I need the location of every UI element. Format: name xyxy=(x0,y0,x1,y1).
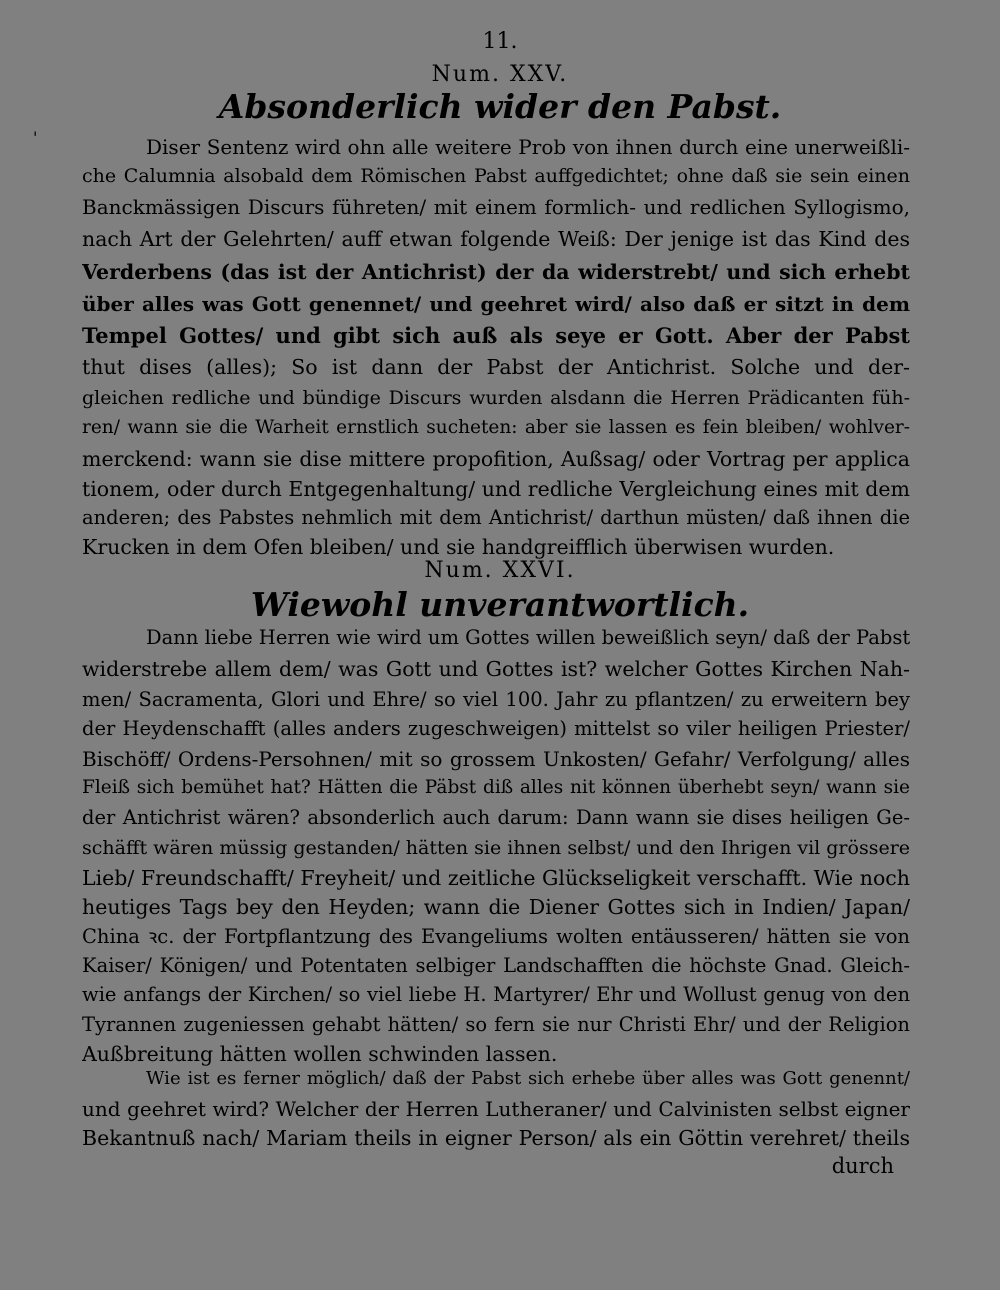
text-line: Bischöff/ Ordens-Persohnen/ mit so grossem Unkosten/ Gefahr/ Verfolgung/ alles xyxy=(82,747,910,771)
text-line: Lieb/ Freundschafft/ Freyheit/ und zeitliche Glückseligkeit verschafft. Wie noch xyxy=(82,866,910,890)
text-line: che Calumnia alsobald dem Römischen Pabst auffgedichtet; ohne daß sie sein einen xyxy=(82,165,910,187)
text-line: Bekantnuß nach/ Mariam theils in eigner Person/ als ein Göttin verehret/ theils xyxy=(82,1126,910,1150)
text-line: Außbreitung hätten wollen schwinden lassen. xyxy=(82,1042,558,1066)
section-heading-wiewohl: Wiewohl unverantwortlich. xyxy=(250,585,750,624)
text-line: Banckmässigen Discurs führeten/ mit einem formlich- und redlichen Syllogismo, xyxy=(82,195,910,219)
section-heading-absonderlich: Absonderlich wider den Pabst. xyxy=(218,87,782,126)
text-line: China ꝛc. der Fortpflantzung des Evangeliums wolten entäusseren/ hätten sie von xyxy=(82,925,910,948)
text-line: Tyrannen zugeniessen gehabt hätten/ so fern sie nur Christi Ehr/ und der Religion xyxy=(82,1013,910,1036)
section-number-xxv: Num. XXV. xyxy=(431,62,569,87)
text-line: schäfft wären müssig gestanden/ hätten sie ihnen selbst/ und den Ihrigen vil grössere xyxy=(82,837,910,859)
text-line: anderen; des Pabstes nehmlich mit dem Antichrist/ darthun müsten/ daß ihnen die xyxy=(82,506,910,529)
text-line: und geehret wird? Welcher der Herren Lutheraner/ und Calvinisten selbst eigner xyxy=(82,1097,910,1121)
text-line: heutiges Tags bey den Heyden; wann die Diener Gottes sich in Indien/ Japan/ xyxy=(82,895,910,919)
text-line: Kaiser/ Königen/ und Potentaten selbiger Landschafften die höchste Gnad. Gleich- xyxy=(82,954,910,977)
text-line: Fleiß sich bemühet hat? Hätten die Päbst diß alles nit können überhebt seyn/ wann sie xyxy=(82,777,910,798)
text-line: men/ Sacramenta, Glori und Ehre/ so viel 100. Jahr zu pflantzen/ zu erweitern bey xyxy=(82,688,910,711)
text-line: merckend: wann sie dise mittere propofition, Außsag/ oder Vortrag per applica xyxy=(82,447,910,471)
text-line: Diser Sentenz wird ohn alle weitere Prob von ihnen durch eine unerweißli- xyxy=(146,135,910,159)
text-line: Verderbens (das ist der Antichrist) der da widerstrebt/ und sich erhebt xyxy=(82,260,910,284)
section-number-xxvi: Num. XXVI. xyxy=(424,558,576,583)
text-line: Krucken in dem Ofen bleiben/ und sie handgreifflich überwisen wurden. xyxy=(82,535,835,559)
text-line: gleichen redliche und bündige Discurs wurden alsdann die Herren Prädicanten füh- xyxy=(82,387,910,409)
text-line: widerstrebe allem dem/ was Gott und Gottes ist? welcher Gottes Kirchen Nah- xyxy=(82,657,910,681)
text-line: Dann liebe Herren wie wird um Gottes willen beweißlich seyn/ daß der Pabst xyxy=(146,626,910,649)
text-line: nach Art der Gelehrten/ auff etwan folgende Weiß: Der jenige ist das Kind des xyxy=(82,227,910,251)
text-line: ren/ wann sie die Warheit ernstlich sucheten: aber sie lassen es fein bleiben/ wohlver- xyxy=(82,417,910,438)
text-line: wie anfangs der Kirchen/ so viel liebe H. Martyrer/ Ehr und Wollust genug von den xyxy=(82,983,910,1006)
text-line: tionem, oder durch Entgegenhaltung/ und redliche Vergleichung eines mit dem xyxy=(82,477,910,501)
text-line: Tempel Gottes/ und gibt sich auß als seye er Gott. Aber der Pabst xyxy=(82,323,910,348)
text-line: thut dises (alles); So ist dann der Pabst der Antichrist. Solche und der- xyxy=(82,355,910,379)
catchword: durch xyxy=(831,1154,894,1178)
margin-mark: ' xyxy=(33,128,38,147)
page-number: 11. xyxy=(482,29,518,54)
text-line: der Heydenschafft (alles anders zugeschweigen) mittelst so viler heiligen Priester/ xyxy=(82,717,910,740)
text-line: über alles was Gott genennet/ und geehret wird/ also daß er sitzt in dem xyxy=(82,292,910,316)
text-line: der Antichrist wären? absonderlich auch darum: Dann wann sie dises heiligen Ge- xyxy=(82,806,910,829)
text-line: Wie ist es ferner möglich/ daß der Pabst sich erhebe über alles was Gott genennt/ xyxy=(146,1068,910,1089)
